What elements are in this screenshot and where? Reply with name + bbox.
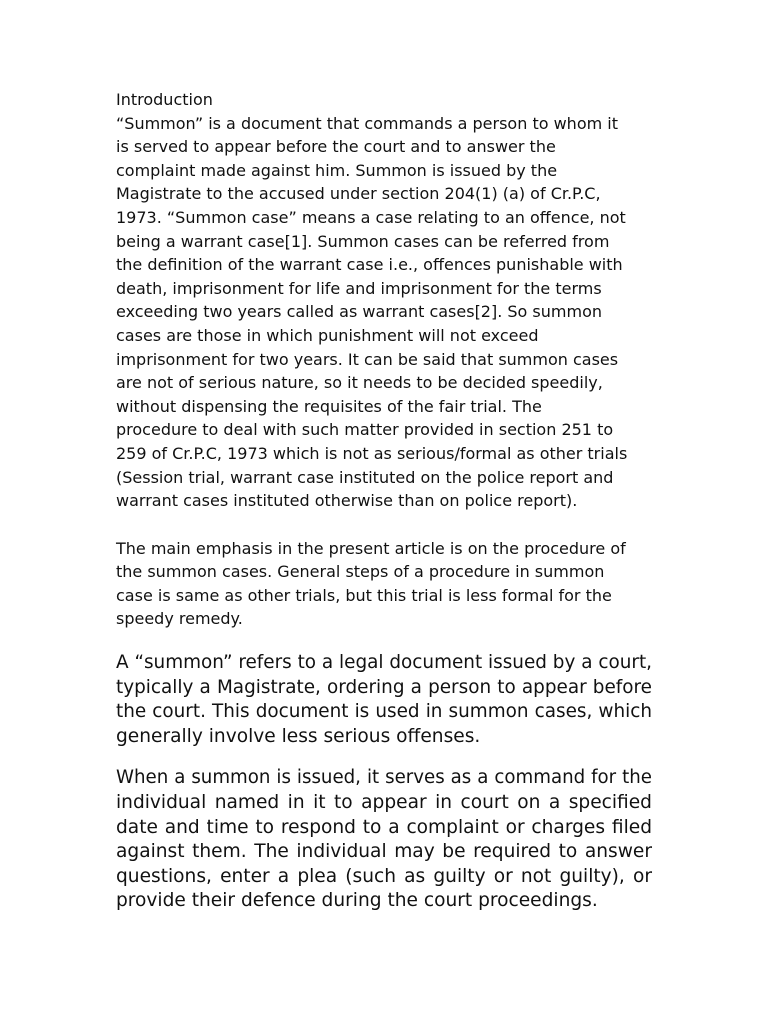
text-line: generally involve less serious offenses. xyxy=(116,725,481,747)
text-line: procedure to deal with such matter provided in section 251 to xyxy=(116,420,614,440)
text-line: warrant cases instituted otherwise than on police report). xyxy=(116,491,578,511)
text-line: the court. This document is used in summon cases, which xyxy=(116,701,652,723)
text-line: are not of serious nature, so it needs to be decided speedily, xyxy=(116,373,603,393)
text-line: 1973. “Summon case” means a case relating to an offence, not xyxy=(116,207,626,227)
text-line: complaint made against him. Summon is issued by the xyxy=(116,160,558,180)
emphasis-section xyxy=(116,537,652,631)
text-line: case is same as other trials, but this trial is less formal for the xyxy=(116,585,612,605)
section-heading: Introduction xyxy=(116,90,213,109)
text-line: exceeding two years called as warrant cases[2]. So summon xyxy=(116,302,603,322)
text-line: speedy remedy. xyxy=(116,609,243,629)
intro-section xyxy=(116,88,652,513)
paragraph-gap xyxy=(116,749,652,766)
issuance-section xyxy=(116,766,652,914)
text-line: is served to appear before the court and to answer the xyxy=(116,137,556,157)
definition-section xyxy=(116,651,652,749)
text-line: “Summon” is a document that commands a person to whom it xyxy=(116,113,618,133)
paragraph-gap xyxy=(116,631,652,651)
text-line: questions, enter a plea (such as guilty or not guilty), or xyxy=(116,865,652,887)
text-line: death, imprisonment for life and imprisonment for the terms xyxy=(116,278,602,298)
text-line: The main emphasis in the present article is on the procedure of xyxy=(116,538,626,558)
paragraph-gap xyxy=(116,513,652,537)
text-line: the summon cases. General steps of a procedure in summon xyxy=(116,562,605,582)
text-line: (Session trial, warrant case instituted on the police report and xyxy=(116,467,614,487)
text-line: the definition of the warrant case i.e., offences punishable with xyxy=(116,255,623,275)
text-line: typically a Magistrate, ordering a person to appear before xyxy=(116,676,652,698)
text-line: imprisonment for two years. It can be said that summon cases xyxy=(116,349,619,369)
text-line: being a warrant case[1]. Summon cases can be referred from xyxy=(116,231,610,251)
text-line: without dispensing the requisites of the fair trial. The xyxy=(116,396,542,416)
text-line: individual named in it to appear in court on a specified xyxy=(116,792,652,814)
text-line: When a summon is issued, it serves as a command for the xyxy=(116,767,652,789)
text-line: Magistrate to the accused under section 204(1) (a) of Cr.P.C, xyxy=(116,184,601,204)
text-line: 259 of Cr.P.C, 1973 which is not as serious/formal as other trials xyxy=(116,443,628,463)
text-line: A “summon” refers to a legal document issued by a court, xyxy=(116,652,652,674)
document-page xyxy=(116,88,652,914)
text-line: date and time to respond to a complaint or charges filed xyxy=(116,816,652,838)
text-line: cases are those in which punishment will not exceed xyxy=(116,325,539,345)
text-line: against them. The individual may be required to answer xyxy=(116,841,652,863)
text-line: provide their defence during the court proceedings. xyxy=(116,890,598,912)
